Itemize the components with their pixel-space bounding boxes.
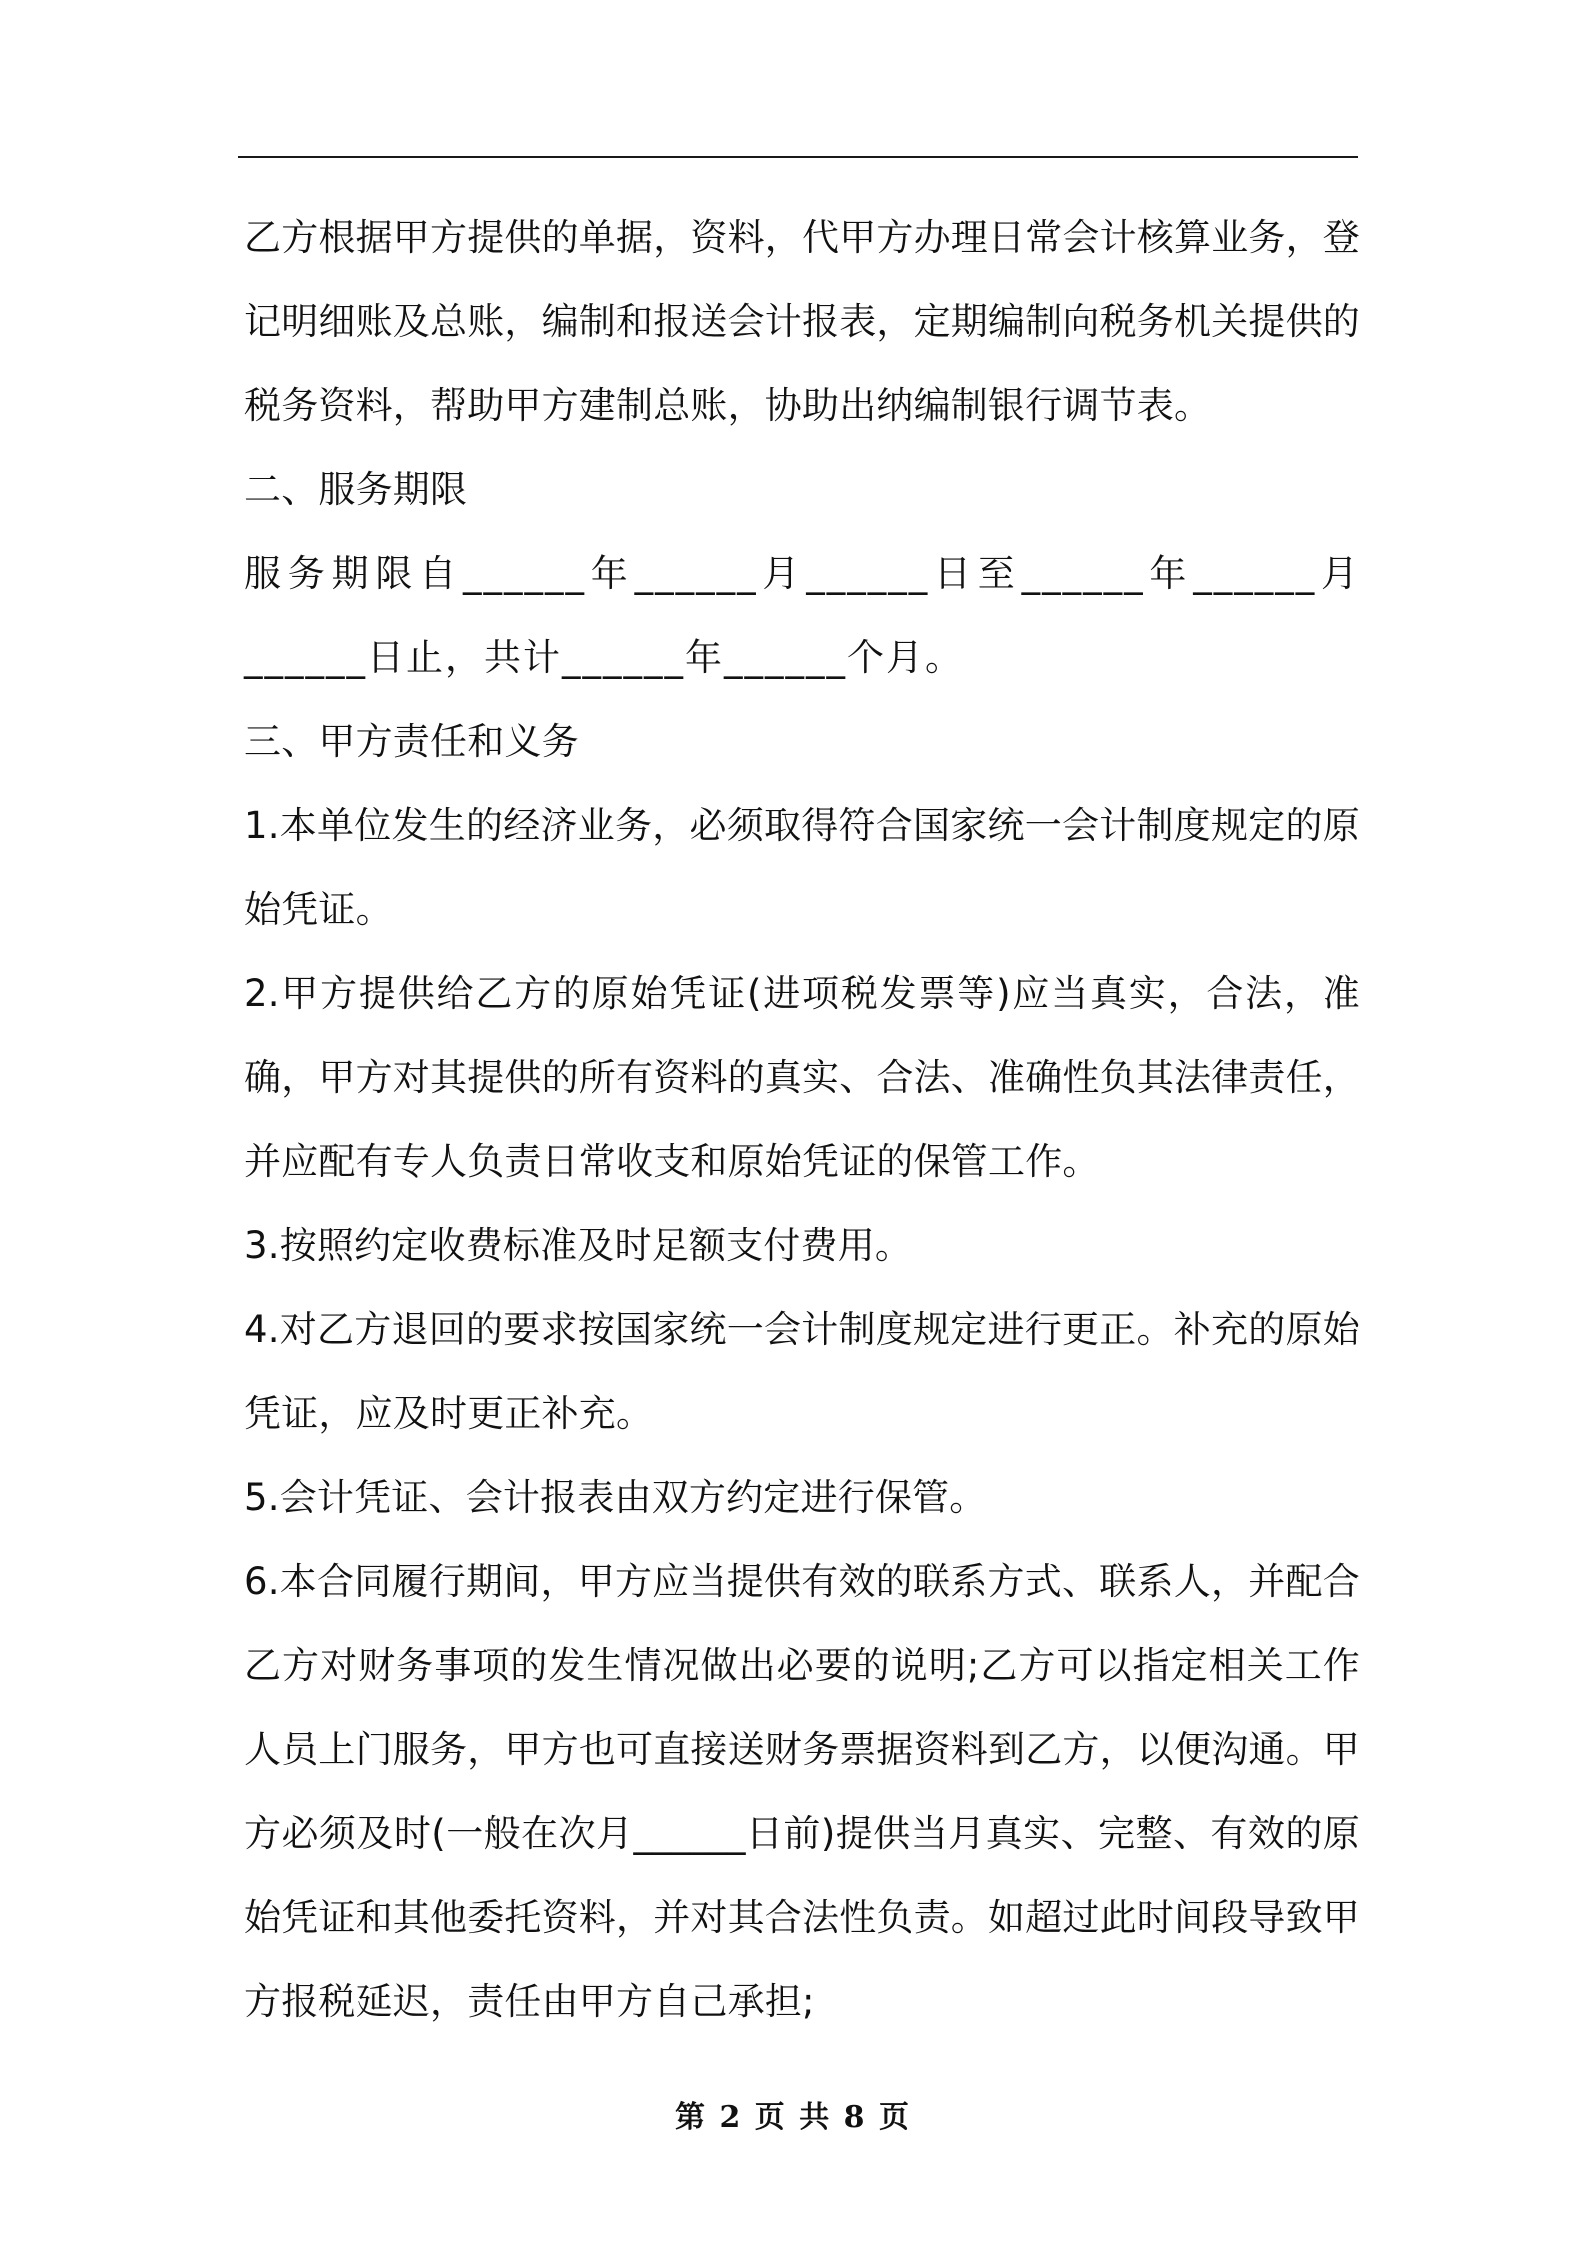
section-heading-service-term: 二、服务期限 [244,468,468,511]
header-rule [238,156,1358,158]
clause-2: 2.甲方提供给乙方的原始凭证(进项税发票等)应当真实，合法，准确，甲方对其提供的所有资料的真实、合法、准确性负其法律责任，并应配有专人负责日常收支和原始凭证的保管工作。 [244,972,1360,1183]
page-number: 第 2 页 共 8 页 [675,2100,911,2135]
document-body [244,196,1360,2044]
clause-4: 4.对乙方退回的要求按国家统一会计制度规定进行更正。补充的原始凭证，应及时更正补充。 [244,1308,1360,1435]
paragraph-service-scope: 乙方根据甲方提供的单据，资料，代甲方办理日常会计核算业务，登记明细账及总账，编制和报送会计报表，定期编制向税务机关提供的税务资料，帮助甲方建制总账，协助出纳编制银行调节表。 [244,216,1360,427]
clause-3: 3.按照约定收费标准及时足额支付费用。 [244,1224,913,1267]
clause-1: 1.本单位发生的经济业务，必须取得符合国家统一会计制度规定的原始凭证。 [244,804,1360,931]
section-heading-party-a-duties: 三、甲方责任和义务 [244,720,579,763]
clause-5: 5.会计凭证、会计报表由双方约定进行保管。 [244,1476,987,1519]
paragraph-service-term-dates: 服务期限自______年______月______日至______年______月______日止，共计______年______个月。 [244,552,1360,679]
clause-6: 6.本合同履行期间，甲方应当提供有效的联系方式、联系人，并配合乙方对财务事项的发生情况做出必要的说明;乙方可以指定相关工作人员上门服务，甲方也可直接送财务票据资料到乙方，以便沟通。甲方必须及时(一般在次月______日前)提供当月真实、完整、有效的原始凭证和其他委托资料，并对其合法性负责。如超过此时间段导致甲方报税延迟，责任由甲方自己承担; [244,1560,1360,2023]
